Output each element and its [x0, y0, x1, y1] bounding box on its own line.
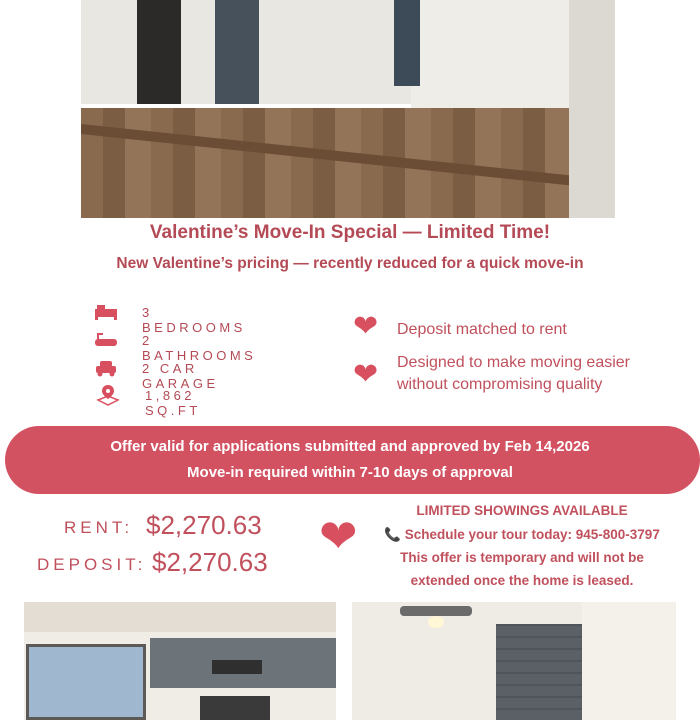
deposit-label: DEPOSIT: [37, 555, 147, 574]
car-icon [93, 359, 119, 379]
feature-sqft: 1,862 SQ.FT [145, 388, 201, 418]
showings-title: LIMITED SHOWINGS AVAILABLE [416, 503, 628, 518]
feature-bedrooms: 3 BEDROOMS [142, 305, 246, 335]
kitchen-photo [24, 602, 336, 720]
banner-line-1: Offer valid for applications submitted and approved by Feb 14,2026 [110, 438, 590, 455]
bathtub-icon [93, 331, 119, 351]
heart-icon: ❤ [353, 310, 379, 343]
rent-label: RENT: [64, 518, 134, 537]
benefit-moving: Designed to make moving easier without compromising quality [397, 354, 631, 393]
banner-line-2: Move-in required within 7-10 days of approval [187, 464, 513, 481]
offer-note-line-1: This offer is temporary and will not be [400, 550, 644, 565]
map-pin-icon [95, 384, 121, 404]
phone-icon: 📞 [384, 527, 405, 542]
living-room-photo [352, 602, 676, 720]
headline: Valentine’s Move-In Special — Limited Time! [149, 222, 551, 243]
bed-icon [93, 303, 119, 323]
offer-banner [5, 426, 700, 494]
benefit-deposit: Deposit matched to rent [397, 321, 567, 338]
feature-garage: 2 CAR GARAGE [142, 361, 219, 391]
subheadline: New Valentine’s pricing — recently reduced for a quick move-in [116, 255, 584, 272]
heart-icon: ❤ [353, 358, 379, 391]
schedule-tour [384, 527, 660, 543]
feature-bathrooms: 2 BATHROOMS [142, 333, 257, 363]
heart-icon: ❤ [319, 510, 358, 562]
rent-value: $2,270.63 [146, 510, 262, 540]
deposit-value: $2,270.63 [152, 547, 268, 577]
offer-note-line-2: extended once the home is leased. [410, 573, 634, 588]
hero-photo [81, 0, 615, 218]
schedule-text: Schedule your tour today: 945-800-3797 [404, 527, 660, 542]
